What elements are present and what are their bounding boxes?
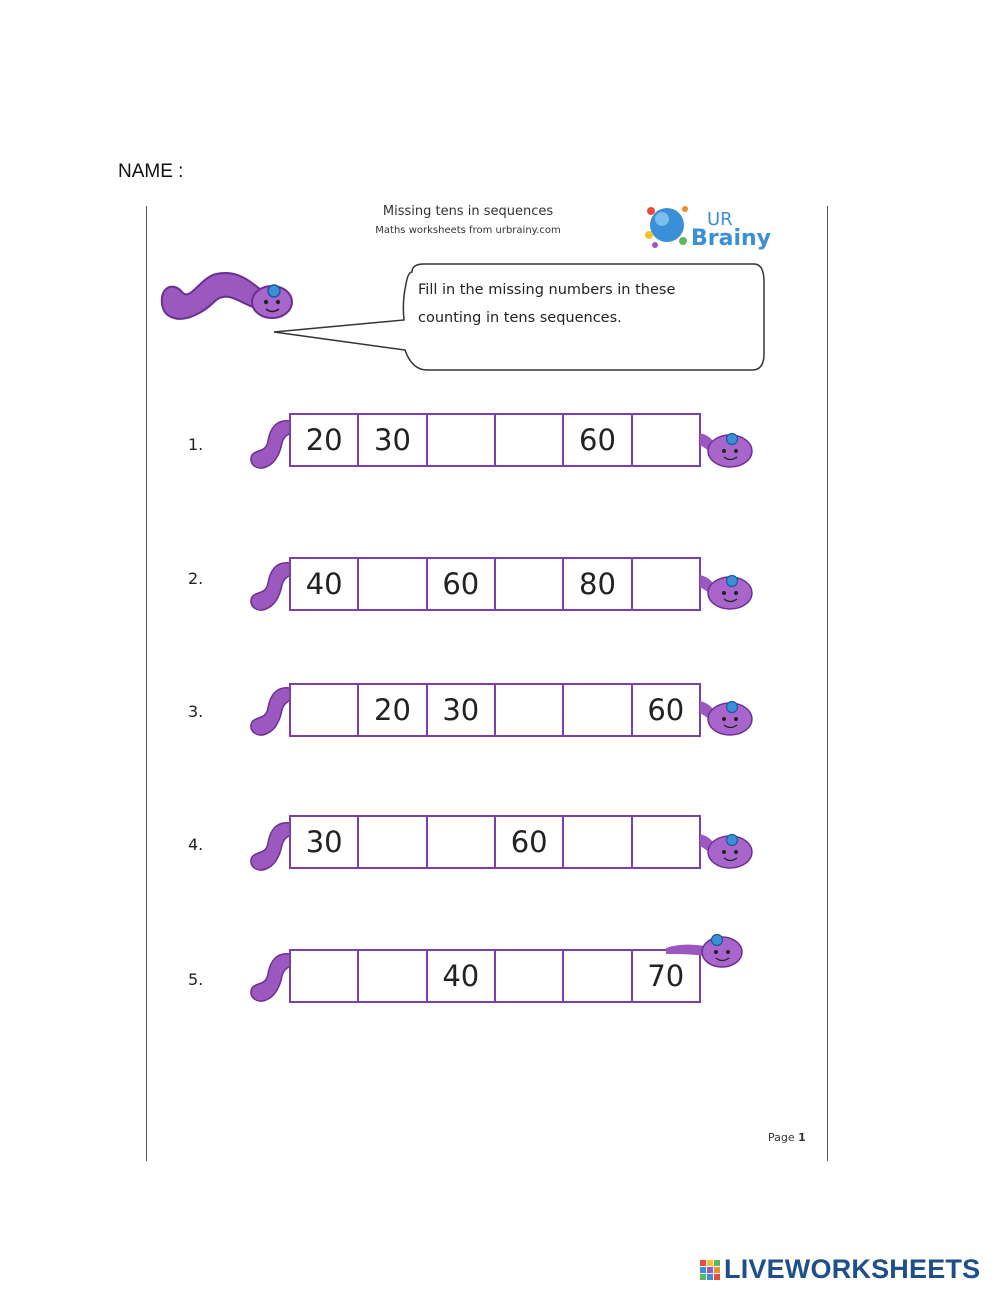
worksheet-subtitle: Maths worksheets from urbrainy.com — [375, 225, 561, 236]
row-number: 1. — [188, 435, 204, 454]
row-number: 3. — [188, 702, 204, 721]
sequence-cell[interactable] — [291, 685, 359, 735]
row-number: 4. — [188, 835, 204, 854]
sequence-cell[interactable] — [428, 817, 496, 867]
name-label: NAME : — [118, 161, 184, 182]
sequence-cell[interactable] — [359, 559, 427, 609]
worm-tail-icon — [246, 555, 294, 615]
sequence-cell[interactable] — [633, 415, 699, 465]
sequence-cell[interactable] — [633, 559, 699, 609]
worm-head-icon — [700, 826, 760, 872]
sequence-cell[interactable]: 40 — [428, 951, 496, 1001]
sequence-row-2 — [289, 557, 701, 611]
sequence-cell[interactable]: 80 — [564, 559, 632, 609]
sequence-cell[interactable]: 20 — [291, 415, 359, 465]
liveworksheets-logo-icon — [700, 1258, 720, 1282]
sequence-cell[interactable] — [428, 415, 496, 465]
sequence-row-4 — [289, 815, 701, 869]
worm-head-icon — [700, 425, 760, 471]
sequence-cell[interactable] — [359, 951, 427, 1001]
sequence-cell[interactable]: 40 — [291, 559, 359, 609]
sequence-cell[interactable] — [291, 951, 359, 1001]
sequence-cell[interactable] — [633, 817, 699, 867]
liveworksheets-brand[interactable] — [700, 1254, 980, 1285]
sheet-border-right — [827, 206, 828, 1161]
sheet-border-left — [146, 206, 147, 1161]
sequence-cell[interactable] — [564, 817, 632, 867]
sequence-cell[interactable]: 70 — [647, 959, 685, 993]
sequence-cell[interactable]: 60 — [496, 817, 564, 867]
sequence-cell[interactable] — [496, 951, 564, 1001]
sequence-cell[interactable] — [496, 685, 564, 735]
worm-tail-icon — [246, 946, 294, 1006]
logo-text-ur: UR — [707, 209, 733, 230]
row-number: 2. — [188, 569, 204, 588]
logo-text-brainy: Brainy — [691, 226, 772, 251]
page-label-number: 1 — [798, 1131, 806, 1144]
sequence-cell[interactable] — [564, 685, 632, 735]
instruction-text — [418, 276, 748, 332]
page-number — [768, 1131, 806, 1144]
worm-head-icon — [664, 930, 748, 974]
sequence-cell[interactable]: 30 — [428, 685, 496, 735]
worm-head-icon — [700, 567, 760, 613]
sequence-cell[interactable] — [564, 951, 632, 1001]
sequence-cell[interactable]: 30 — [291, 817, 359, 867]
sequence-row-1 — [289, 413, 701, 467]
sequence-cell[interactable]: 30 — [359, 415, 427, 465]
worksheet-title: Missing tens in sequences — [382, 204, 554, 219]
page-label-text: Page — [768, 1131, 795, 1144]
sequence-cell[interactable] — [496, 415, 564, 465]
sequence-cell[interactable] — [496, 559, 564, 609]
sequence-row-3 — [289, 683, 701, 737]
row-number: 5. — [188, 970, 204, 989]
sequence-cell[interactable]: 60 — [428, 559, 496, 609]
sequence-cell[interactable] — [359, 817, 427, 867]
instruction-line-2: counting in tens sequences. — [418, 310, 622, 326]
worm-head-icon — [700, 693, 760, 739]
sequence-cell[interactable]: 60 — [647, 693, 685, 727]
instruction-line-1: Fill in the missing numbers in these — [418, 282, 676, 298]
sequence-row-5 — [289, 949, 701, 1003]
worm-tail-icon — [246, 815, 294, 875]
sequence-cell[interactable]: 60 — [564, 415, 632, 465]
urbrainy-logo — [643, 201, 788, 251]
worm-tail-icon — [246, 413, 294, 473]
worm-tail-icon — [246, 680, 294, 740]
sequence-cell[interactable]: 20 — [359, 685, 427, 735]
liveworksheets-text: LIVEWORKSHEETS — [724, 1254, 981, 1284]
